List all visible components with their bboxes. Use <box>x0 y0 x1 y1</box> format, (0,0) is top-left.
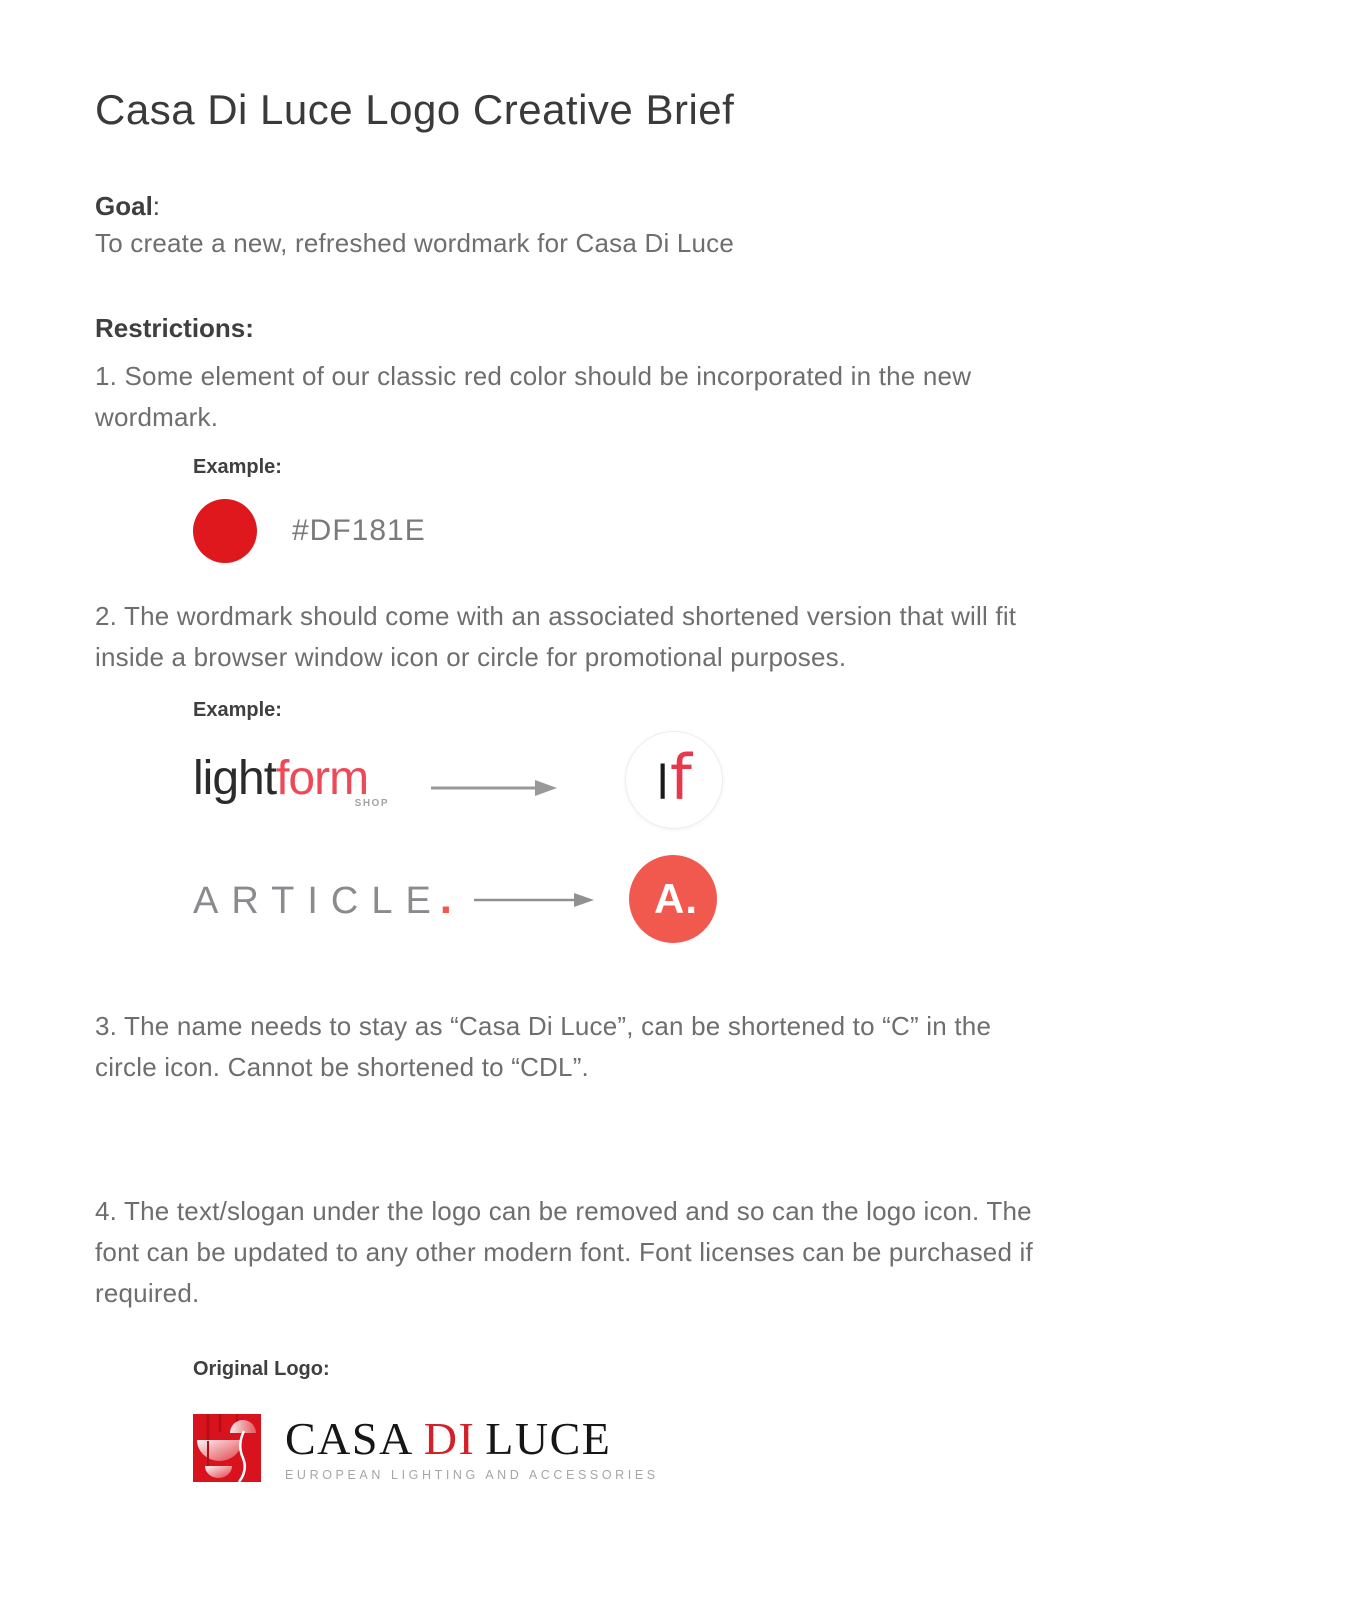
color-hex-value: #DF181E <box>292 514 426 547</box>
lightform-shop-label: SHOP <box>354 798 389 809</box>
color-example-row <box>193 499 1354 563</box>
restrictions-heading: Restrictions: <box>95 313 254 343</box>
restriction-item-1: 1. Some element of our classic red color should be incorporated in the new wordmark. <box>95 361 972 432</box>
goal-heading-colon: : <box>152 191 161 221</box>
article-monogram-circle <box>629 855 717 943</box>
restriction-item-4: 4. The text/slogan under the logo can be removed and so can the logo icon. The font can be updated to any other modern font. Font licenses can be purchased if required. <box>95 1196 1033 1308</box>
lightform-monogram-l: l <box>656 756 669 810</box>
red-color-swatch <box>193 499 257 563</box>
article-monogram-text: A. <box>654 875 699 922</box>
article-example-row <box>193 855 1354 943</box>
article-word: ARTICLE <box>193 880 444 922</box>
goal-heading <box>95 189 1354 223</box>
lightform-monogram-circle <box>625 731 723 829</box>
cdl-word-casa: CASA <box>285 1412 414 1464</box>
restriction-item-3: 3. The name needs to stay as “Casa Di Luce”, can be shortened to “C” in the circle icon. Cannot be shortened to “CDL”. <box>95 1011 992 1082</box>
color-example-label: Example: <box>193 456 282 478</box>
restriction-item-2: 2. The wordmark should come with an associated shortened version that will fit inside a browser window icon or circle for promotional purposes. <box>95 601 1017 672</box>
right-arrow-icon <box>474 888 595 912</box>
lightform-word-form: form <box>276 752 369 805</box>
article-period: . <box>439 874 453 923</box>
casa-di-luce-name <box>285 1412 659 1464</box>
icon-example-label: Example: <box>193 699 282 721</box>
right-arrow-icon <box>431 776 558 800</box>
casa-di-luce-wordmark <box>285 1412 659 1482</box>
article-wordmark <box>193 874 452 924</box>
lightform-monogram-f: f <box>669 741 692 814</box>
goal-heading-label: Goal <box>95 191 153 221</box>
cdl-word-di: DI <box>423 1412 476 1464</box>
goal-text: To create a new, refreshed wordmark for Casa Di Luce <box>95 228 735 258</box>
casa-di-luce-tagline: EUROPEAN LIGHTING AND ACCESSORIES <box>285 1467 659 1482</box>
lightform-word-light: light <box>193 752 277 805</box>
casa-di-luce-lamp-icon <box>193 1414 261 1482</box>
page-title: Casa Di Luce Logo Creative Brief <box>95 86 735 133</box>
lightform-example-row <box>193 731 1354 829</box>
original-logo <box>193 1414 1354 1482</box>
lightform-wordmark <box>193 751 389 809</box>
cdl-word-luce: LUCE <box>485 1412 612 1464</box>
original-logo-label: Original Logo: <box>193 1358 330 1380</box>
